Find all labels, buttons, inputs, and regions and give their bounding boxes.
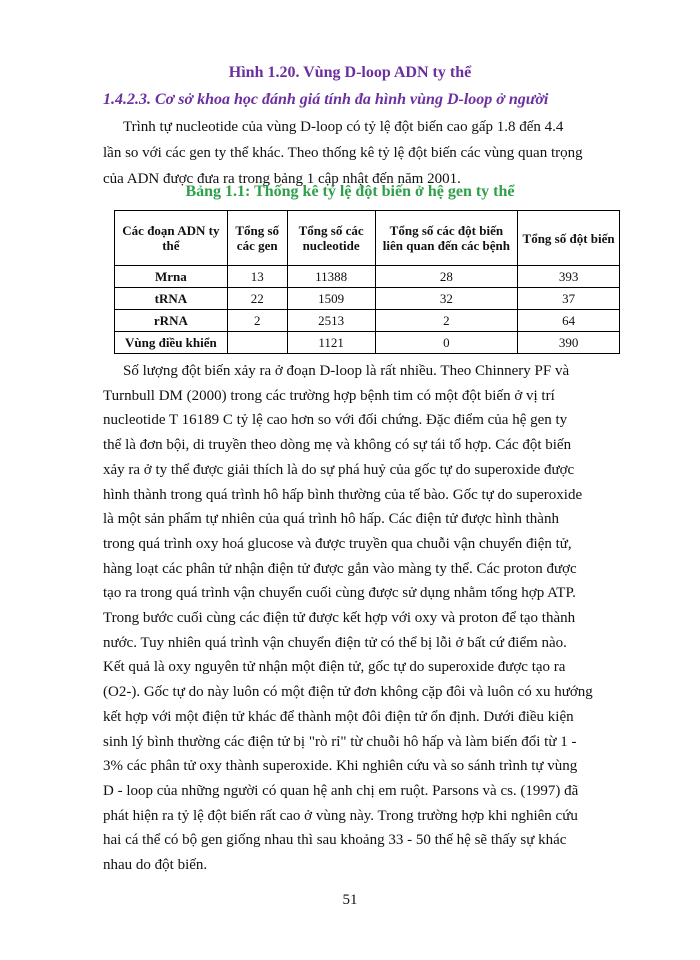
body-line: Số lượng đột biến xảy ra ở đoạn D-loop là rất nhiều. Theo Chinnery PF và bbox=[123, 363, 570, 379]
body-line: 3% các phân tử oxy thành superoxide. Khi nghiên cứu và so sánh trình tự vùng bbox=[103, 758, 578, 775]
intro-paragraph bbox=[103, 114, 623, 192]
body-line: Trong bước cuối cùng các điện tử được kết hợp với oxy và proton để tạo thành bbox=[103, 610, 576, 627]
table-cell: 37 bbox=[518, 288, 620, 310]
table-cell: 28 bbox=[375, 266, 518, 288]
table-cell: 32 bbox=[375, 288, 518, 310]
table-cell: 1509 bbox=[287, 288, 375, 310]
mutation-stats-table bbox=[114, 210, 620, 354]
table-cell: 13 bbox=[227, 266, 287, 288]
body-line: nucleotide T 16189 C tỷ lệ cao hơn so với đối chứng. Đặc điểm của hệ gen ty bbox=[103, 412, 568, 429]
table-cell: 11388 bbox=[287, 266, 375, 288]
body-line: phát hiện ra tỷ lệ đột biến rất cao ở vùng này. Trong trường hợp khi nghiên cứu bbox=[103, 807, 578, 824]
body-paragraph bbox=[103, 359, 623, 878]
intro-line: của ADN được đưa ra trong bảng 1 cập nhật đến năm 2001. bbox=[103, 171, 461, 187]
body-line: kết hợp với một điện tử khác để thành một đôi điện tử ổn định. Dưới điều kiện bbox=[103, 708, 574, 725]
table-cell: 390 bbox=[518, 332, 620, 354]
body-line: D - loop của những người có quan hệ anh chị em ruột. Parsons và cs. (1997) đã bbox=[103, 782, 579, 799]
intro-line: lần so với các gen ty thể khác. Theo thống kê tỷ lệ đột biến các vùng quan trọng bbox=[103, 145, 583, 161]
body-line: hai cá thể có bộ gen giống nhau thì sau khoảng 33 - 50 thế hệ sẽ thấy sự khác bbox=[103, 832, 567, 849]
table-caption: Bảng 1.1: Thống kê tỷ lệ đột biến ở hệ gen ty thể bbox=[185, 183, 515, 200]
table-cell: Mrna bbox=[115, 266, 228, 288]
body-line: nhau do đột biến. bbox=[103, 857, 208, 874]
body-line: Turnbull DM (2000) trong các trường hợp bệnh tim có một đột biến ở vị trí bbox=[103, 387, 555, 404]
table-header-cell: Tổng số các gen bbox=[227, 211, 287, 266]
body-line: sinh lý bình thường các điện tử bị "rò rỉ" từ chuỗi hô hấp và làm biến đổi từ 1 - bbox=[103, 733, 577, 750]
table-cell: rRNA bbox=[115, 310, 228, 332]
figure-caption: Hình 1.20. Vùng D-loop ADN ty thể bbox=[228, 64, 472, 81]
table-cell: 1121 bbox=[287, 332, 375, 354]
table-header-cell: Tổng số các nucleotide bbox=[287, 211, 375, 266]
page-number: 51 bbox=[342, 892, 358, 908]
table-cell: tRNA bbox=[115, 288, 228, 310]
table-cell: 2 bbox=[375, 310, 518, 332]
table-row bbox=[115, 266, 620, 288]
intro-line: Trình tự nucleotide của vùng D-loop có tỷ lệ đột biến cao gấp 1.8 đến 4.4 bbox=[123, 119, 564, 135]
body-line: thể là đơn bội, di truyền theo dòng mẹ và không có sự tái tổ hợp. Các đột biến bbox=[103, 437, 572, 454]
table-cell: Vùng điều khiển bbox=[115, 332, 228, 354]
table-header-row bbox=[115, 211, 620, 266]
body-line: nước. Tuy nhiên quá trình vận chuyển điện tử có thể bị lỗi ở bất cứ điểm nào. bbox=[103, 634, 567, 651]
table-header-cell: Tổng số các đột biến liên quan đến các bệnh bbox=[375, 211, 518, 266]
body-line: tạo ra trong quá trình vận chuyển cuối cùng được sử dụng nhằm tổng hợp ATP. bbox=[103, 585, 576, 602]
table-row bbox=[115, 310, 620, 332]
table-header-cell: Các đoạn ADN ty thể bbox=[115, 211, 228, 266]
body-line: hàng loạt các phân tử nhận điện tử được gắn vào màng ty thể. Các proton được bbox=[103, 560, 577, 577]
table-cell: 22 bbox=[227, 288, 287, 310]
table-row bbox=[115, 332, 620, 354]
body-line: xảy ra ở ty thể được giải thích là do sự phá huỷ của gốc tự do superoxide được bbox=[103, 461, 575, 478]
table-cell: 64 bbox=[518, 310, 620, 332]
table-header-cell: Tổng số đột biến bbox=[518, 211, 620, 266]
table-cell: 2513 bbox=[287, 310, 375, 332]
table-row bbox=[115, 288, 620, 310]
body-line: là một sản phẩm tự nhiên của quá trình hô hấp. Các điện tử được hình thành bbox=[103, 511, 559, 528]
body-line: trong quá trình oxy hoá glucose và được truyền qua chuỗi vận chuyển điện tử, bbox=[103, 535, 572, 552]
table-cell: 2 bbox=[227, 310, 287, 332]
body-line: hình thành trong quá trình hô hấp bình thường của tế bào. Gốc tự do superoxide bbox=[103, 486, 583, 503]
table-cell: 393 bbox=[518, 266, 620, 288]
section-heading: 1.4.2.3. Cơ sở khoa học đánh giá tính đa hình vùng D-loop ở người bbox=[103, 91, 549, 108]
table-cell: 0 bbox=[375, 332, 518, 354]
body-line: (O2-). Gốc tự do này luôn có một điện tử đơn không cặp đôi và luôn có xu hướng bbox=[103, 684, 593, 701]
table-cell bbox=[227, 332, 287, 354]
body-line: Kết quả là oxy nguyên tử nhận một điện tử, gốc tự do superoxide được tạo ra bbox=[103, 659, 566, 676]
